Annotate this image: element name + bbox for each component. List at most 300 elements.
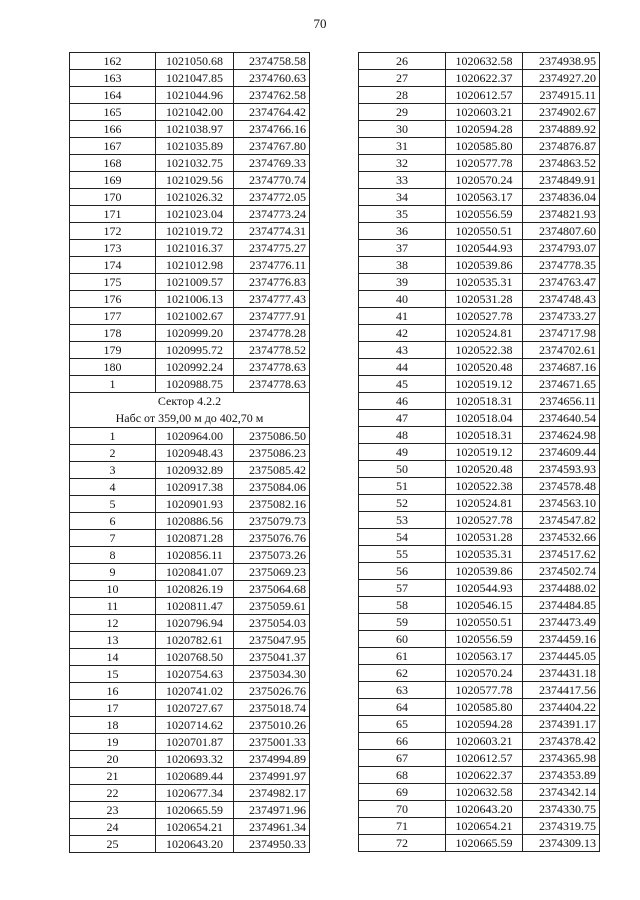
x-coordinate-cell: 1020768.50 bbox=[156, 649, 234, 666]
y-coordinate-cell: 2374309.13 bbox=[523, 835, 600, 852]
x-coordinate-cell: 1020603.21 bbox=[446, 733, 523, 750]
table-row bbox=[359, 325, 600, 342]
y-coordinate-cell: 2374593.93 bbox=[523, 461, 600, 478]
point-number-cell: 164 bbox=[70, 87, 156, 104]
y-coordinate-cell: 2375054.03 bbox=[234, 615, 310, 632]
table-row bbox=[359, 750, 600, 767]
point-number-cell: 21 bbox=[70, 768, 156, 785]
point-number-cell: 59 bbox=[359, 614, 446, 631]
point-number-cell: 168 bbox=[70, 155, 156, 172]
table-row bbox=[70, 104, 310, 121]
table-row bbox=[359, 53, 600, 70]
table-row bbox=[70, 683, 310, 700]
x-coordinate-cell: 1020531.28 bbox=[446, 529, 523, 546]
y-coordinate-cell: 2374330.75 bbox=[523, 801, 600, 818]
point-number-cell: 24 bbox=[70, 819, 156, 836]
point-number-cell: 34 bbox=[359, 189, 446, 206]
point-number-cell: 49 bbox=[359, 444, 446, 461]
x-coordinate-cell: 1020519.12 bbox=[446, 444, 523, 461]
point-number-cell: 1 bbox=[70, 376, 156, 393]
point-number-cell: 175 bbox=[70, 274, 156, 291]
point-number-cell: 39 bbox=[359, 274, 446, 291]
x-coordinate-cell: 1020520.48 bbox=[446, 461, 523, 478]
x-coordinate-cell: 1020632.58 bbox=[446, 53, 523, 70]
point-number-cell: 177 bbox=[70, 308, 156, 325]
y-coordinate-cell: 2374687.16 bbox=[523, 359, 600, 376]
point-number-cell: 26 bbox=[359, 53, 446, 70]
point-number-cell: 36 bbox=[359, 223, 446, 240]
point-number-cell: 12 bbox=[70, 615, 156, 632]
y-coordinate-cell: 2374807.60 bbox=[523, 223, 600, 240]
table-row bbox=[359, 546, 600, 563]
x-coordinate-cell: 1021026.32 bbox=[156, 189, 234, 206]
x-coordinate-cell: 1020563.17 bbox=[446, 648, 523, 665]
x-coordinate-cell: 1021047.85 bbox=[156, 70, 234, 87]
x-coordinate-cell: 1020524.81 bbox=[446, 495, 523, 512]
y-coordinate-cell: 2374773.24 bbox=[234, 206, 310, 223]
y-coordinate-cell: 2374484.85 bbox=[523, 597, 600, 614]
point-number-cell: 165 bbox=[70, 104, 156, 121]
coordinates-table-left bbox=[69, 52, 310, 853]
y-coordinate-cell: 2374876.87 bbox=[523, 138, 600, 155]
table-row bbox=[359, 631, 600, 648]
x-coordinate-cell: 1020999.20 bbox=[156, 325, 234, 342]
point-number-cell: 172 bbox=[70, 223, 156, 240]
x-coordinate-cell: 1021038.97 bbox=[156, 121, 234, 138]
x-coordinate-cell: 1020654.21 bbox=[446, 818, 523, 835]
point-number-cell: 9 bbox=[70, 564, 156, 581]
y-coordinate-cell: 2374777.43 bbox=[234, 291, 310, 308]
x-coordinate-cell: 1020811.47 bbox=[156, 598, 234, 615]
y-coordinate-cell: 2374863.52 bbox=[523, 155, 600, 172]
x-coordinate-cell: 1021044.96 bbox=[156, 87, 234, 104]
table-row bbox=[359, 104, 600, 121]
x-coordinate-cell: 1020539.86 bbox=[446, 563, 523, 580]
table-row bbox=[359, 818, 600, 835]
point-number-cell: 43 bbox=[359, 342, 446, 359]
table-row bbox=[359, 444, 600, 461]
point-number-cell: 42 bbox=[359, 325, 446, 342]
x-coordinate-cell: 1020594.28 bbox=[446, 121, 523, 138]
y-coordinate-cell: 2374671.65 bbox=[523, 376, 600, 393]
table-row bbox=[359, 835, 600, 852]
x-coordinate-cell: 1020522.38 bbox=[446, 478, 523, 495]
x-coordinate-cell: 1020741.02 bbox=[156, 683, 234, 700]
point-number-cell: 23 bbox=[70, 802, 156, 819]
x-coordinate-cell: 1020871.28 bbox=[156, 530, 234, 547]
x-coordinate-cell: 1020693.32 bbox=[156, 751, 234, 768]
y-coordinate-cell: 2375059.61 bbox=[234, 598, 310, 615]
y-coordinate-cell: 2374927.20 bbox=[523, 70, 600, 87]
x-coordinate-cell: 1020520.48 bbox=[446, 359, 523, 376]
y-coordinate-cell: 2374532.66 bbox=[523, 529, 600, 546]
x-coordinate-cell: 1021002.67 bbox=[156, 308, 234, 325]
y-coordinate-cell: 2374365.98 bbox=[523, 750, 600, 767]
x-coordinate-cell: 1020518.31 bbox=[446, 393, 523, 410]
x-coordinate-cell: 1020535.31 bbox=[446, 546, 523, 563]
y-coordinate-cell: 2374763.47 bbox=[523, 274, 600, 291]
table-row bbox=[359, 240, 600, 257]
x-coordinate-cell: 1020585.80 bbox=[446, 138, 523, 155]
x-coordinate-cell: 1020546.15 bbox=[446, 597, 523, 614]
table-row bbox=[70, 564, 310, 581]
table-row bbox=[70, 802, 310, 819]
table-row bbox=[70, 138, 310, 155]
x-coordinate-cell: 1020550.51 bbox=[446, 223, 523, 240]
table-row bbox=[359, 512, 600, 529]
x-coordinate-cell: 1020886.56 bbox=[156, 513, 234, 530]
y-coordinate-cell: 2374849.91 bbox=[523, 172, 600, 189]
y-coordinate-cell: 2374774.31 bbox=[234, 223, 310, 240]
table-row bbox=[359, 682, 600, 699]
y-coordinate-cell: 2374502.74 bbox=[523, 563, 600, 580]
table-row bbox=[359, 189, 600, 206]
point-number-cell: 176 bbox=[70, 291, 156, 308]
point-number-cell: 65 bbox=[359, 716, 446, 733]
y-coordinate-cell: 2374717.98 bbox=[523, 325, 600, 342]
table-row bbox=[359, 206, 600, 223]
y-coordinate-cell: 2374971.96 bbox=[234, 802, 310, 819]
x-coordinate-cell: 1020594.28 bbox=[446, 716, 523, 733]
y-coordinate-cell: 2374342.14 bbox=[523, 784, 600, 801]
y-coordinate-cell: 2374889.92 bbox=[523, 121, 600, 138]
table-row bbox=[359, 393, 600, 410]
y-coordinate-cell: 2374733.27 bbox=[523, 308, 600, 325]
point-number-cell: 19 bbox=[70, 734, 156, 751]
table-row bbox=[70, 172, 310, 189]
x-coordinate-cell: 1020988.75 bbox=[156, 376, 234, 393]
point-number-cell: 45 bbox=[359, 376, 446, 393]
table-row bbox=[70, 751, 310, 768]
point-number-cell: 20 bbox=[70, 751, 156, 768]
y-coordinate-cell: 2374445.05 bbox=[523, 648, 600, 665]
point-number-cell: 11 bbox=[70, 598, 156, 615]
x-coordinate-cell: 1020522.38 bbox=[446, 342, 523, 359]
point-number-cell: 60 bbox=[359, 631, 446, 648]
point-number-cell: 69 bbox=[359, 784, 446, 801]
point-number-cell: 63 bbox=[359, 682, 446, 699]
point-number-cell: 53 bbox=[359, 512, 446, 529]
point-number-cell: 174 bbox=[70, 257, 156, 274]
table-row bbox=[70, 291, 310, 308]
y-coordinate-cell: 2375041.37 bbox=[234, 649, 310, 666]
y-coordinate-cell: 2374778.52 bbox=[234, 342, 310, 359]
table-row bbox=[359, 274, 600, 291]
y-coordinate-cell: 2375086.23 bbox=[234, 445, 310, 462]
table-row bbox=[70, 308, 310, 325]
y-coordinate-cell: 2375073.26 bbox=[234, 547, 310, 564]
y-coordinate-cell: 2374563.10 bbox=[523, 495, 600, 512]
y-coordinate-cell: 2374991.97 bbox=[234, 768, 310, 785]
table-row bbox=[70, 376, 310, 393]
point-number-cell: 55 bbox=[359, 546, 446, 563]
y-coordinate-cell: 2374982.17 bbox=[234, 785, 310, 802]
x-coordinate-cell: 1021019.72 bbox=[156, 223, 234, 240]
table-row bbox=[359, 70, 600, 87]
table-row bbox=[359, 138, 600, 155]
y-coordinate-cell: 2374766.16 bbox=[234, 121, 310, 138]
section-subtitle: Набс от 359,00 м до 402,70 м bbox=[115, 411, 264, 425]
table-row bbox=[359, 121, 600, 138]
x-coordinate-cell: 1020527.78 bbox=[446, 308, 523, 325]
x-coordinate-cell: 1020535.31 bbox=[446, 274, 523, 291]
table-row bbox=[70, 155, 310, 172]
table-row bbox=[70, 632, 310, 649]
point-number-cell: 47 bbox=[359, 410, 446, 427]
table-row bbox=[70, 717, 310, 734]
point-number-cell: 29 bbox=[359, 104, 446, 121]
x-coordinate-cell: 1020948.43 bbox=[156, 445, 234, 462]
x-coordinate-cell: 1021006.13 bbox=[156, 291, 234, 308]
table-row bbox=[359, 597, 600, 614]
x-coordinate-cell: 1020556.59 bbox=[446, 631, 523, 648]
table-row bbox=[70, 87, 310, 104]
right-table-rows bbox=[359, 53, 600, 852]
y-coordinate-cell: 2374702.61 bbox=[523, 342, 600, 359]
table-row bbox=[70, 598, 310, 615]
x-coordinate-cell: 1020612.57 bbox=[446, 87, 523, 104]
y-coordinate-cell: 2374404.22 bbox=[523, 699, 600, 716]
point-number-cell: 67 bbox=[359, 750, 446, 767]
x-coordinate-cell: 1020856.11 bbox=[156, 547, 234, 564]
y-coordinate-cell: 2374391.17 bbox=[523, 716, 600, 733]
x-coordinate-cell: 1020563.17 bbox=[446, 189, 523, 206]
table-row bbox=[359, 427, 600, 444]
point-number-cell: 2 bbox=[70, 445, 156, 462]
table-row bbox=[359, 784, 600, 801]
table-row bbox=[359, 614, 600, 631]
table-row bbox=[359, 87, 600, 104]
y-coordinate-cell: 2374609.44 bbox=[523, 444, 600, 461]
table-row bbox=[70, 649, 310, 666]
table-row bbox=[70, 121, 310, 138]
point-number-cell: 62 bbox=[359, 665, 446, 682]
y-coordinate-cell: 2374624.98 bbox=[523, 427, 600, 444]
table-row bbox=[359, 716, 600, 733]
x-coordinate-cell: 1020841.07 bbox=[156, 564, 234, 581]
y-coordinate-cell: 2374778.28 bbox=[234, 325, 310, 342]
y-coordinate-cell: 2374950.33 bbox=[234, 836, 310, 853]
table-row bbox=[70, 768, 310, 785]
table-row bbox=[359, 563, 600, 580]
left-table-rows-b bbox=[70, 428, 310, 853]
table-row bbox=[70, 547, 310, 564]
table-row bbox=[70, 257, 310, 274]
point-number-cell: 38 bbox=[359, 257, 446, 274]
x-coordinate-cell: 1020932.89 bbox=[156, 462, 234, 479]
table-row bbox=[70, 445, 310, 462]
point-number-cell: 64 bbox=[359, 699, 446, 716]
table-row bbox=[359, 257, 600, 274]
x-coordinate-cell: 1021035.89 bbox=[156, 138, 234, 155]
y-coordinate-cell: 2375086.50 bbox=[234, 428, 310, 445]
x-coordinate-cell: 1020612.57 bbox=[446, 750, 523, 767]
x-coordinate-cell: 1020665.59 bbox=[446, 835, 523, 852]
point-number-cell: 18 bbox=[70, 717, 156, 734]
point-number-cell: 15 bbox=[70, 666, 156, 683]
point-number-cell: 1 bbox=[70, 428, 156, 445]
table-row bbox=[359, 461, 600, 478]
point-number-cell: 6 bbox=[70, 513, 156, 530]
y-coordinate-cell: 2374994.89 bbox=[234, 751, 310, 768]
x-coordinate-cell: 1020570.24 bbox=[446, 172, 523, 189]
point-number-cell: 28 bbox=[359, 87, 446, 104]
x-coordinate-cell: 1020689.44 bbox=[156, 768, 234, 785]
table-row bbox=[359, 223, 600, 240]
point-number-cell: 25 bbox=[70, 836, 156, 853]
y-coordinate-cell: 2375082.16 bbox=[234, 496, 310, 513]
point-number-cell: 48 bbox=[359, 427, 446, 444]
table-row bbox=[359, 359, 600, 376]
y-coordinate-cell: 2375026.76 bbox=[234, 683, 310, 700]
point-number-cell: 16 bbox=[70, 683, 156, 700]
table-row bbox=[70, 785, 310, 802]
table-row bbox=[70, 479, 310, 496]
table-row bbox=[70, 53, 310, 70]
y-coordinate-cell: 2375047.95 bbox=[234, 632, 310, 649]
point-number-cell: 14 bbox=[70, 649, 156, 666]
y-coordinate-cell: 2375079.73 bbox=[234, 513, 310, 530]
point-number-cell: 44 bbox=[359, 359, 446, 376]
point-number-cell: 27 bbox=[359, 70, 446, 87]
point-number-cell: 30 bbox=[359, 121, 446, 138]
x-coordinate-cell: 1020556.59 bbox=[446, 206, 523, 223]
section-header bbox=[70, 393, 310, 428]
point-number-cell: 71 bbox=[359, 818, 446, 835]
y-coordinate-cell: 2374836.04 bbox=[523, 189, 600, 206]
table-row bbox=[70, 274, 310, 291]
x-coordinate-cell: 1021012.98 bbox=[156, 257, 234, 274]
y-coordinate-cell: 2375076.76 bbox=[234, 530, 310, 547]
section-title: Сектор 4.2.2 bbox=[157, 394, 222, 408]
point-number-cell: 179 bbox=[70, 342, 156, 359]
x-coordinate-cell: 1020677.34 bbox=[156, 785, 234, 802]
table-row bbox=[359, 580, 600, 597]
table-row bbox=[359, 376, 600, 393]
table-row bbox=[70, 734, 310, 751]
point-number-cell: 57 bbox=[359, 580, 446, 597]
y-coordinate-cell: 2374431.18 bbox=[523, 665, 600, 682]
point-number-cell: 41 bbox=[359, 308, 446, 325]
table-row bbox=[70, 496, 310, 513]
table-row bbox=[70, 359, 310, 376]
x-coordinate-cell: 1020654.21 bbox=[156, 819, 234, 836]
y-coordinate-cell: 2374793.07 bbox=[523, 240, 600, 257]
table-row bbox=[359, 172, 600, 189]
point-number-cell: 56 bbox=[359, 563, 446, 580]
x-coordinate-cell: 1021042.00 bbox=[156, 104, 234, 121]
table-row bbox=[359, 665, 600, 682]
point-number-cell: 163 bbox=[70, 70, 156, 87]
x-coordinate-cell: 1020527.78 bbox=[446, 512, 523, 529]
y-coordinate-cell: 2374821.93 bbox=[523, 206, 600, 223]
point-number-cell: 22 bbox=[70, 785, 156, 802]
y-coordinate-cell: 2375085.42 bbox=[234, 462, 310, 479]
point-number-cell: 169 bbox=[70, 172, 156, 189]
point-number-cell: 10 bbox=[70, 581, 156, 598]
point-number-cell: 51 bbox=[359, 478, 446, 495]
coordinates-table-right bbox=[358, 52, 600, 852]
y-coordinate-cell: 2374772.05 bbox=[234, 189, 310, 206]
y-coordinate-cell: 2374915.11 bbox=[523, 87, 600, 104]
x-coordinate-cell: 1020727.67 bbox=[156, 700, 234, 717]
point-number-cell: 4 bbox=[70, 479, 156, 496]
y-coordinate-cell: 2374353.89 bbox=[523, 767, 600, 784]
point-number-cell: 162 bbox=[70, 53, 156, 70]
table-row bbox=[359, 410, 600, 427]
y-coordinate-cell: 2374762.58 bbox=[234, 87, 310, 104]
x-coordinate-cell: 1020632.58 bbox=[446, 784, 523, 801]
y-coordinate-cell: 2374767.80 bbox=[234, 138, 310, 155]
y-coordinate-cell: 2374777.91 bbox=[234, 308, 310, 325]
y-coordinate-cell: 2374902.67 bbox=[523, 104, 600, 121]
x-coordinate-cell: 1020901.93 bbox=[156, 496, 234, 513]
y-coordinate-cell: 2374770.74 bbox=[234, 172, 310, 189]
y-coordinate-cell: 2375010.26 bbox=[234, 717, 310, 734]
table-row bbox=[359, 155, 600, 172]
x-coordinate-cell: 1020643.20 bbox=[156, 836, 234, 853]
point-number-cell: 66 bbox=[359, 733, 446, 750]
table-row bbox=[70, 189, 310, 206]
point-number-cell: 52 bbox=[359, 495, 446, 512]
x-coordinate-cell: 1020603.21 bbox=[446, 104, 523, 121]
point-number-cell: 70 bbox=[359, 801, 446, 818]
point-number-cell: 180 bbox=[70, 359, 156, 376]
left-table-rows-a bbox=[70, 53, 310, 393]
table-row bbox=[70, 819, 310, 836]
table-row bbox=[359, 342, 600, 359]
point-number-cell: 68 bbox=[359, 767, 446, 784]
point-number-cell: 171 bbox=[70, 206, 156, 223]
point-number-cell: 167 bbox=[70, 138, 156, 155]
x-coordinate-cell: 1021023.04 bbox=[156, 206, 234, 223]
x-coordinate-cell: 1020782.61 bbox=[156, 632, 234, 649]
table-row bbox=[359, 801, 600, 818]
table-row bbox=[359, 733, 600, 750]
table-row bbox=[359, 308, 600, 325]
point-number-cell: 72 bbox=[359, 835, 446, 852]
y-coordinate-cell: 2374778.63 bbox=[234, 376, 310, 393]
x-coordinate-cell: 1020665.59 bbox=[156, 802, 234, 819]
x-coordinate-cell: 1020622.37 bbox=[446, 70, 523, 87]
x-coordinate-cell: 1020518.31 bbox=[446, 427, 523, 444]
table-row bbox=[359, 291, 600, 308]
table-row bbox=[70, 666, 310, 683]
y-coordinate-cell: 2374473.49 bbox=[523, 614, 600, 631]
y-coordinate-cell: 2374776.11 bbox=[234, 257, 310, 274]
y-coordinate-cell: 2374547.82 bbox=[523, 512, 600, 529]
x-coordinate-cell: 1020544.93 bbox=[446, 240, 523, 257]
point-number-cell: 33 bbox=[359, 172, 446, 189]
table-row bbox=[70, 836, 310, 853]
table-row bbox=[70, 342, 310, 359]
x-coordinate-cell: 1020995.72 bbox=[156, 342, 234, 359]
x-coordinate-cell: 1020701.87 bbox=[156, 734, 234, 751]
x-coordinate-cell: 1020550.51 bbox=[446, 614, 523, 631]
x-coordinate-cell: 1020524.81 bbox=[446, 325, 523, 342]
table-row bbox=[70, 428, 310, 445]
y-coordinate-cell: 2374517.62 bbox=[523, 546, 600, 563]
x-coordinate-cell: 1020519.12 bbox=[446, 376, 523, 393]
table-row bbox=[359, 699, 600, 716]
point-number-cell: 37 bbox=[359, 240, 446, 257]
point-number-cell: 35 bbox=[359, 206, 446, 223]
y-coordinate-cell: 2374748.43 bbox=[523, 291, 600, 308]
y-coordinate-cell: 2375001.33 bbox=[234, 734, 310, 751]
x-coordinate-cell: 1020570.24 bbox=[446, 665, 523, 682]
y-coordinate-cell: 2374378.42 bbox=[523, 733, 600, 750]
point-number-cell: 50 bbox=[359, 461, 446, 478]
